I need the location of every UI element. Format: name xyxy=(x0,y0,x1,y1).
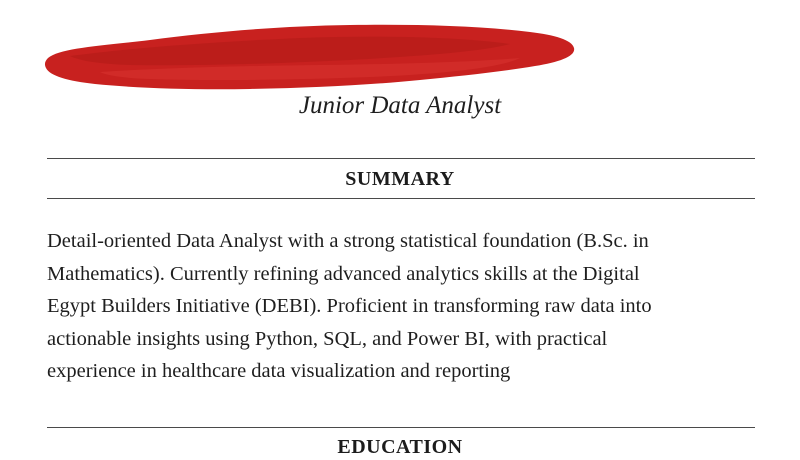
summary-line: experience in healthcare data visualization and reporting xyxy=(47,360,511,382)
job-title: Junior Data Analyst xyxy=(298,92,502,119)
summary-heading: SUMMARY xyxy=(345,168,455,190)
summary-line: actionable insights using Python, SQL, and Power BI, with practical xyxy=(47,327,608,350)
summary-paragraph xyxy=(47,225,762,388)
summary-line: Detail-oriented Data Analyst with a strong statistical foundation (B.Sc. in xyxy=(47,230,649,252)
redacted-name-scribble xyxy=(40,18,580,96)
summary-line: Mathematics). Currently refining advanced analytics skills at the Digital xyxy=(47,262,640,285)
education-top-divider xyxy=(47,427,755,428)
summary-top-divider xyxy=(47,158,755,159)
summary-line: Egypt Builders Initiative (DEBI). Proficient in transforming raw data into xyxy=(47,295,652,317)
summary-bottom-divider xyxy=(47,198,755,199)
education-heading: EDUCATION xyxy=(337,436,463,458)
